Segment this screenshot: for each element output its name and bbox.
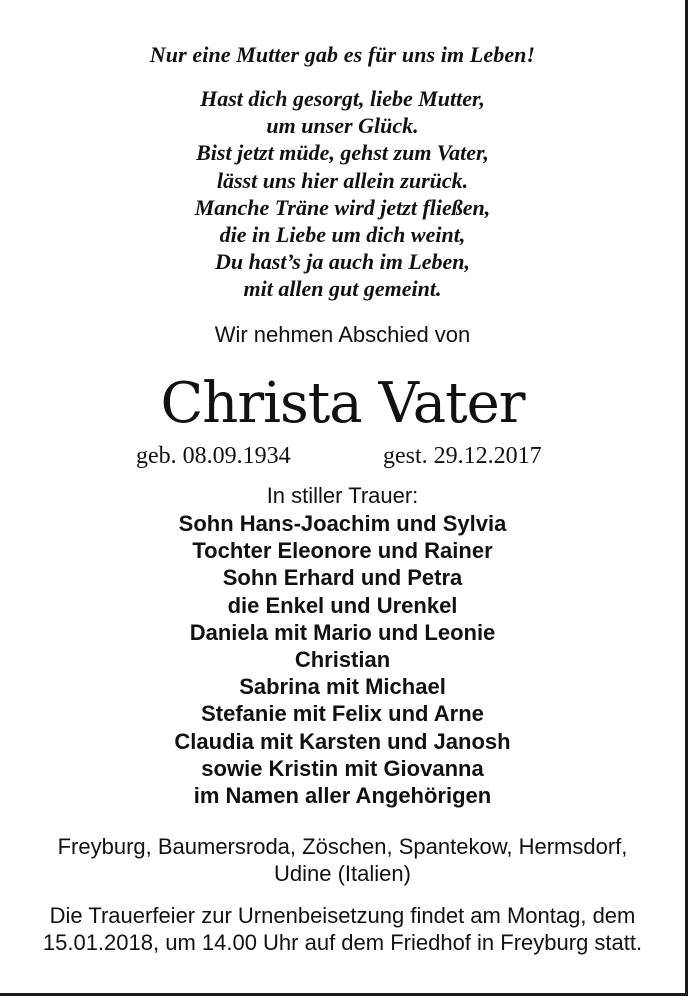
headline: Nur eine Mutter gab es für uns im Leben! (149, 42, 536, 67)
poem-line: mit allen gut gemeint. (243, 276, 442, 302)
mourner-entry: Daniela mit Mario und Leonie (189, 619, 496, 645)
birth-date: geb. 08.09.1934 (136, 443, 291, 469)
mourner-entry: Stefanie mit Felix und Arne (201, 701, 484, 727)
death-date: gest. 29.12.2017 (383, 443, 542, 469)
mourner-entry: Sohn Hans-Joachim und Sylvia (178, 511, 507, 536)
poem-line: Manche Träne wird jetzt fließen, (194, 194, 491, 220)
service-line: Die Trauerfeier zur Urnenbeisetzung findet am Montag, dem (49, 903, 636, 928)
mourning-label: In stiller Trauer: (266, 483, 419, 508)
mourner-entry: Sabrina mit Michael (239, 674, 446, 700)
poem-line: Hast dich gesorgt, liebe Mutter, (200, 86, 485, 111)
mourner-entry: im Namen aller Angehörigen (193, 783, 492, 809)
service-announcement (0, 902, 685, 956)
mourner-entry: Christian (294, 647, 391, 673)
mourner-entry: die Enkel und Urenkel (227, 592, 458, 618)
poem-line: Bist jetzt müde, gehst zum Vater, (196, 140, 489, 166)
mourner-entry: sowie Kristin mit Giovanna (201, 755, 484, 781)
deceased-name: Christa Vater (160, 371, 525, 436)
mourner-entry: Sohn Erhard und Petra (222, 565, 463, 591)
poem-line: Du hast’s ja auch im Leben, (214, 249, 471, 275)
poem-line: um unser Glück. (266, 113, 419, 139)
places-line: Udine (Italien) (274, 861, 411, 886)
mourners-list (0, 510, 685, 809)
farewell-text: Wir nehmen Abschied von (214, 322, 471, 347)
places-list (0, 833, 685, 887)
places-line: Freyburg, Baumersroda, Zöschen, Spantekow, Hermsdorf, (57, 834, 628, 859)
poem (0, 85, 685, 303)
poem-line: lässt uns hier allein zurück. (216, 167, 469, 193)
mourner-entry: Tochter Eleonore und Rainer (192, 538, 493, 564)
mourner-entry: Claudia mit Karsten und Janosh (174, 728, 511, 754)
service-line: 15.01.2018, um 14.00 Uhr auf dem Friedhof in Freyburg statt. (42, 930, 643, 955)
poem-line: die in Liebe um dich weint, (219, 222, 466, 248)
